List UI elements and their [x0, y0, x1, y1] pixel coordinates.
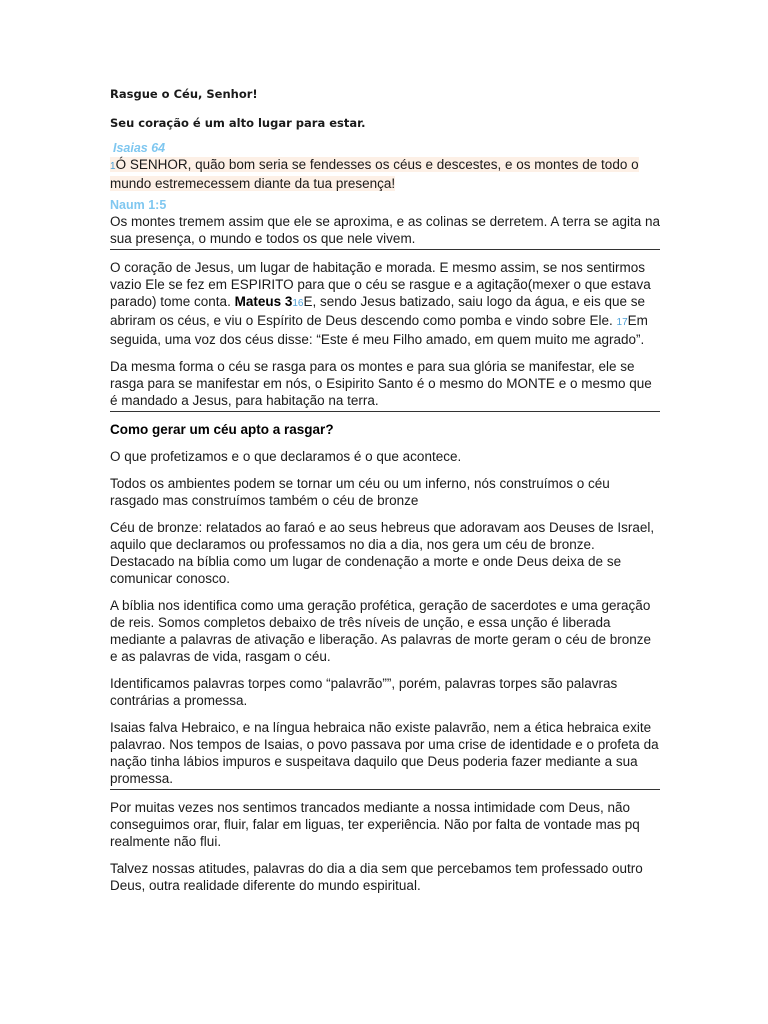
- mateus-reference: Mateus 3: [234, 294, 293, 309]
- profetizamos-paragraph: O que profetizamos e o que declaramos é o que acontece.: [110, 449, 462, 464]
- biblia-paragraph: A bíblia nos identifica como uma geração profética, geração de sacerdotes e uma geração de reis. Somos completos debaixo de três níveis de unção, e essa unção é liberada mediante a palavras de ativação e liberação. As palavras de morte geram o céu de bronze e as palavras de vida, rasgam o céu.: [110, 598, 652, 664]
- isaias-reference: Isaias 64: [113, 141, 166, 155]
- isaias-falava-paragraph: Isaias falva Hebraico, e na língua hebraica não existe palavrão, nem a ética hebraica exite palavrao. Nos tempos de Isaias, o povo passava por uma crise de identidade e o profeta da nação tinha lábios impuros e suspeitava daquilo que Deus poderia fazer mediante a sua promessa.: [110, 719, 660, 790]
- coracao-text-2: E, sendo Jesus batizado, saiu logo da água, e eis que se abriram os céus, e viu o Espírito de Deus descendo como pomba e vindo sobre Ele.: [110, 294, 645, 328]
- document-title: Rasgue o Céu, Senhor!: [110, 87, 258, 101]
- mesma-forma-paragraph: Da mesma forma o céu se rasga para os montes e para sua glória se manifestar, ele se rasga para se manifestar em nós, o Esipirito Santo é o mesmo do MONTE e o mesmo que é mandado a Jesus, para habitação na terra.: [110, 358, 660, 412]
- atitudes-paragraph: Talvez nossas atitudes, palavras do dia a dia sem que percebamos tem professado outro Deus, outra realidade diferente do mundo espiritual.: [110, 861, 643, 893]
- verse-number-1: 1: [110, 161, 116, 172]
- isaias-verse: [110, 156, 660, 192]
- ambientes-paragraph: Todos os ambientes podem se tornar um céu ou um inferno, nós construímos o céu rasgado mas construímos também o céu de bronze: [110, 476, 610, 508]
- section-heading: Como gerar um céu apto a rasgar?: [110, 422, 334, 437]
- torpes-paragraph: Identificamos palavras torpes como “palavrão””, porém, palavras torpes são palavras contrárias a promessa.: [110, 676, 618, 708]
- naum-reference: Naum 1:5: [110, 198, 167, 212]
- coracao-paragraph: [110, 259, 660, 348]
- isaias-verse-highlight: [110, 157, 639, 191]
- document-body: [110, 86, 660, 894]
- bronze-paragraph: Céu de bronze: relatados ao faraó e ao seus hebreus que adoravam aos Deuses de Israel, aquilo que declaramos ou professamos no dia a dia, nos gera um céu de bronze. Destacado na bíblia como um lugar de condenação a morte e onde Deus deixa de se comunicar conosco.: [110, 520, 655, 586]
- verse-number-17: 17: [616, 317, 628, 328]
- coracao-text-3: Em seguida, uma voz dos céus disse: “Este é meu Filho amado, em quem muito me agrado”.: [110, 313, 648, 347]
- naum-verse: Os montes tremem assim que ele se aproxima, e as colinas se derretem. A terra se agita na sua presença, o mundo e todos os que nele vivem.: [110, 213, 660, 250]
- coracao-text-1: O coração de Jesus, um lugar de habitação e morada. E mesmo assim, se nos sentirmos vazio Ele se fez em ESPIRITO para que o céu se rasgue e a agitação(mexer o que estava parado) tome conta.: [110, 260, 651, 309]
- isaias-verse-text: Ó SENHOR, quão bom seria se fendesses os céus e descestes, e os montes de todo o mundo estremecessem diante da tua presença!: [110, 157, 639, 191]
- verse-number-16: 16: [292, 298, 304, 309]
- document-subtitle: Seu coração é um alto lugar para estar.: [110, 116, 366, 130]
- trancados-paragraph: Por muitas vezes nos sentimos trancados mediante a nossa intimidade com Deus, não conseguimos orar, fluir, falar em liguas, ter experiência. Não por falta de vontade mas pq realmente não flui.: [110, 800, 640, 849]
